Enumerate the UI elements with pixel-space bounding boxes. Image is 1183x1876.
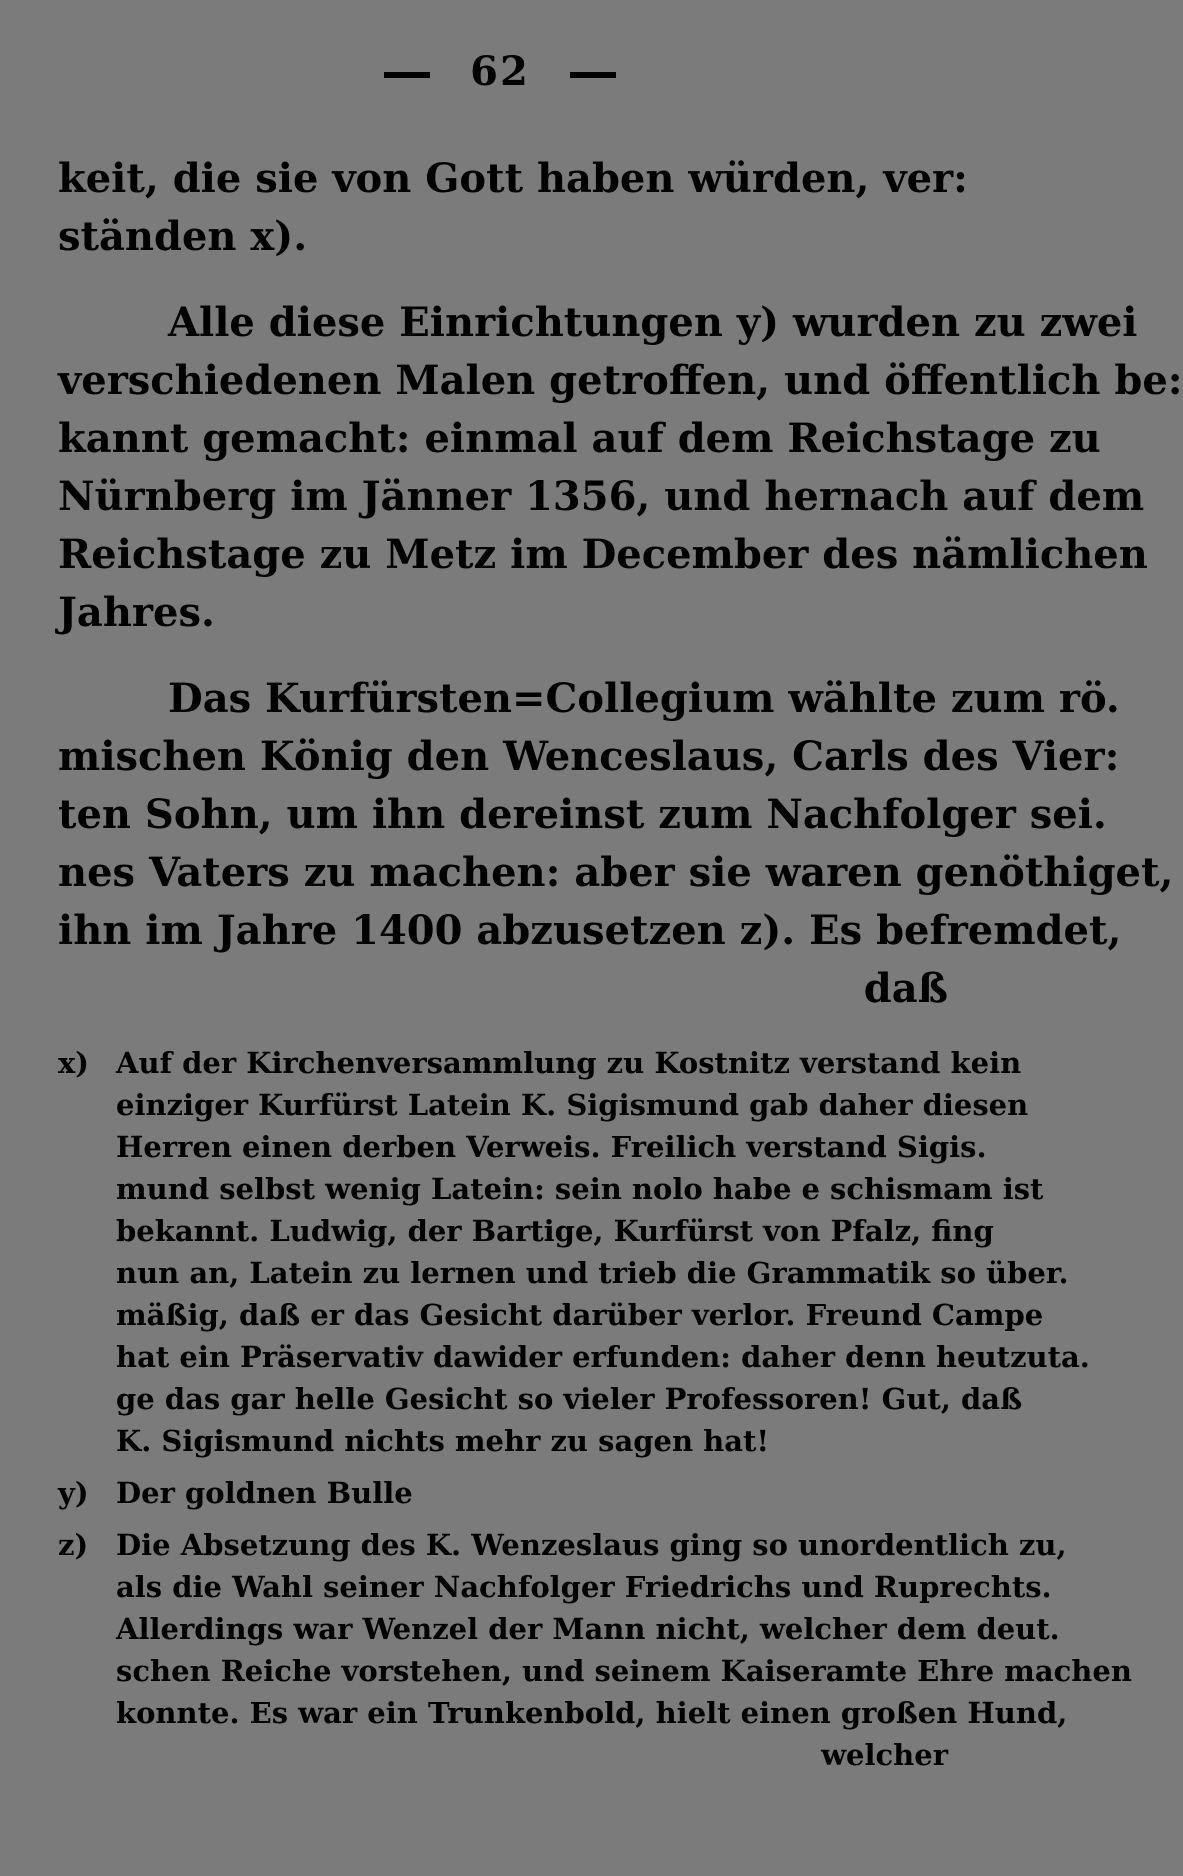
page-header xyxy=(0,48,1000,95)
text-line: Jahres. xyxy=(58,589,215,636)
text-line: verschiedenen Malen getroffen, und öffentlich be: xyxy=(58,357,1183,404)
header-dash-right xyxy=(570,72,616,78)
footnote-line: hat ein Präservativ dawider erfunden: daher denn heutzuta. xyxy=(116,1340,1090,1374)
paragraph xyxy=(58,294,1183,642)
text-line: keit, die sie von Gott haben würden, ver: xyxy=(58,155,968,202)
page-number: 62 xyxy=(470,48,530,95)
text-line: mischen König den Wenceslaus, Carls des Vier: xyxy=(58,733,1120,780)
footnote-line: konnte. Es war ein Trunkenbold, hielt einen großen Hund, xyxy=(116,1696,1068,1730)
text-line: ihn im Jahre 1400 abzusetzen z). Es befremdet, xyxy=(58,907,1122,954)
footnote-line: bekannt. Ludwig, der Bartige, Kurfürst von Pfalz, fing xyxy=(116,1214,994,1248)
footnote-line: schen Reiche vorstehen, und seinem Kaiseramte Ehre machen xyxy=(116,1654,1132,1688)
footnote-line: K. Sigismund nichts mehr zu sagen hat! xyxy=(116,1424,770,1458)
footnote-mark: z) xyxy=(58,1528,89,1562)
paragraph xyxy=(58,150,968,266)
footnote-line: Allerdings war Wenzel der Mann nicht, welcher dem deut. xyxy=(116,1612,1060,1646)
footnote-line: einziger Kurfürst Latein K. Sigismund gab daher diesen xyxy=(116,1088,1029,1122)
footnote-line: Die Absetzung des K. Wenzeslaus ging so unordentlich zu, xyxy=(116,1528,1067,1562)
header-dash-left xyxy=(384,72,430,78)
footnote-line: Auf der Kirchenversammlung zu Kostnitz verstand kein xyxy=(116,1046,1022,1080)
footnote-x xyxy=(58,1042,1090,1462)
footnote-line: ge das gar helle Gesicht so vieler Professoren! Gut, daß xyxy=(116,1382,1023,1416)
footnote-y xyxy=(58,1472,948,1514)
text-line: ständen x). xyxy=(58,213,308,260)
catchword: daß xyxy=(863,965,948,1012)
footnotes xyxy=(58,1042,1132,1786)
footnote-mark: y) xyxy=(58,1476,89,1510)
footnote-mark: x) xyxy=(58,1046,90,1080)
footnote-line: mund selbst wenig Latein: sein nolo habe e schismam ist xyxy=(116,1172,1044,1206)
footnote-z xyxy=(58,1524,1132,1776)
footnote-line: mäßig, daß er das Gesicht darüber verlor. Freund Campe xyxy=(116,1298,1044,1332)
text-line: nes Vaters zu machen: aber sie waren genöthiget, xyxy=(58,849,1174,896)
footnote-line: Der goldnen Bulle xyxy=(116,1476,413,1510)
text-line: Reichstage zu Metz im December des nämlichen xyxy=(58,531,1148,578)
text-line: Alle diese Einrichtungen y) wurden zu zwei xyxy=(168,299,1138,346)
text-line: kannt gemacht: einmal auf dem Reichstage zu xyxy=(58,415,1101,462)
footnote-line: Herren einen derben Verweis. Freilich verstand Sigis. xyxy=(116,1130,987,1164)
footnote-line: nun an, Latein zu lernen und trieb die Grammatik so über. xyxy=(116,1256,1069,1290)
text-line: ten Sohn, um ihn dereinst zum Nachfolger sei. xyxy=(58,791,1107,838)
text-line: Nürnberg im Jänner 1356, und hernach auf dem xyxy=(58,473,1145,520)
footnote-catchword: welcher xyxy=(821,1738,948,1772)
footnote-line: als die Wahl seiner Nachfolger Friedrichs und Ruprechts. xyxy=(116,1570,1052,1604)
main-text xyxy=(58,150,1183,1018)
text-line: Das Kurfürsten=Collegium wählte zum rö. xyxy=(168,675,1120,722)
paragraph xyxy=(58,670,1174,1018)
